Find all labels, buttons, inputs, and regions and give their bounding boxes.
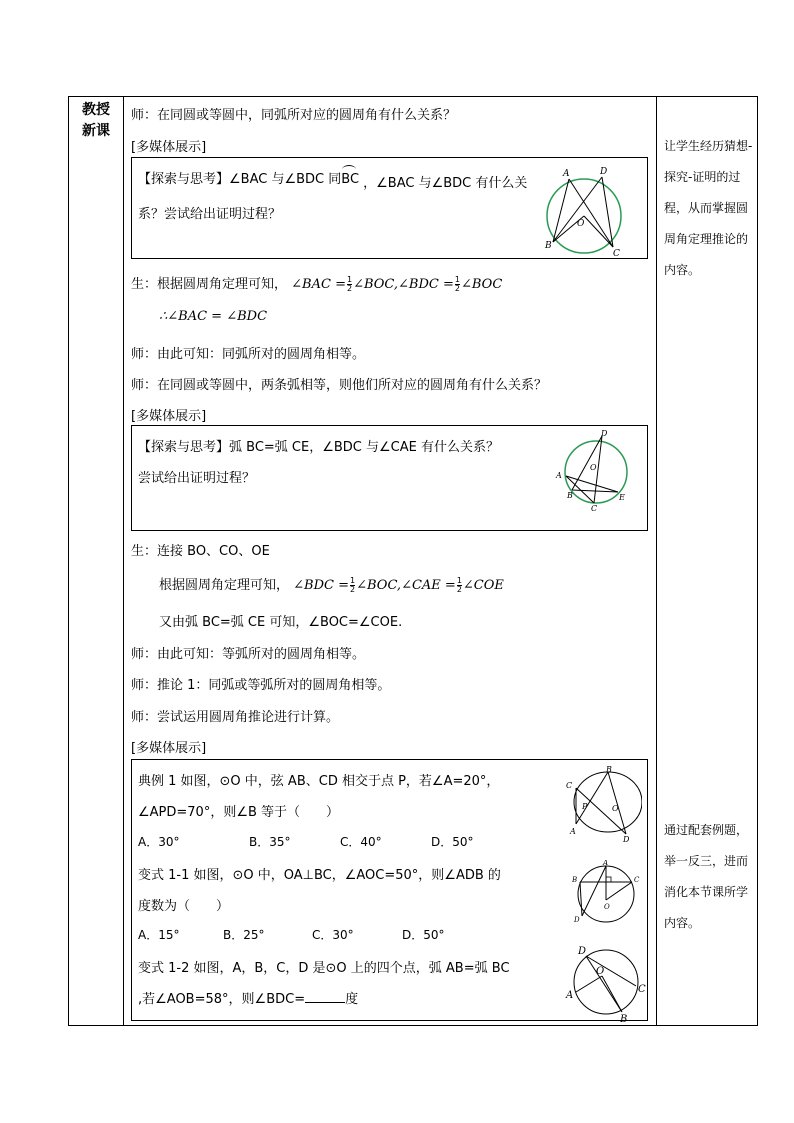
therefore-1: ∴∠BAC = ∠BDC: [159, 309, 268, 324]
example-2-opt-c: C．30°: [312, 928, 354, 942]
fig2-label-b: B: [567, 491, 573, 500]
fig3-label-a: A: [570, 827, 576, 836]
fig2-label-e: E: [619, 493, 625, 502]
example-3-line1: 变式 1-2 如图，A，B，C，D 是⊙O 上的四个点，弧 AB=弧 BC: [138, 961, 510, 976]
example-1-line2: ∠APD=70°，则∠B 等于（ ）: [138, 805, 340, 820]
fig3-label-b: B: [606, 765, 612, 774]
example-box: [131, 759, 648, 1021]
fig3-label-o: O: [612, 804, 619, 813]
fig2-label-a: A: [556, 471, 562, 480]
figure-2: [552, 428, 632, 512]
section-label: 教授新课: [82, 102, 110, 139]
example-3-line2: ,若∠AOB=58°，则∠BDC= 度: [138, 992, 359, 1007]
right-note-2: 通过配套例题，举一反三，进而消化本节课所学内容。: [664, 823, 749, 930]
frac-half-1: $\frac{1}{2}$: [346, 275, 353, 293]
fig2-label-o: O: [590, 463, 597, 472]
box2-line2: 尝试给出证明过程？: [138, 471, 256, 486]
teacher-1: 师：由此可知：同弧所对的圆周角相等。: [131, 347, 366, 362]
answer-blank[interactable]: [305, 990, 345, 1003]
fig1-label-c: C: [613, 249, 620, 258]
box1-arc: BC: [341, 172, 359, 187]
student-answer-1: 生：根据圆周角定理可知， ∠BAC = $\frac{1}{2}$ ∠BOC,∠BDC = $\frac{1}{2}$ ∠BOC: [131, 275, 503, 293]
frac-half-2: $\frac{1}{2}$: [454, 275, 460, 293]
fig4-label-o: O: [604, 903, 610, 911]
question-2: 师：在同圆或等圆中，两条弧相等，则他们所对应的圆周角有什么关系？: [131, 378, 548, 393]
example-2-line2: 度数为（ ）: [138, 899, 230, 914]
fig1-label-d: D: [600, 167, 608, 177]
fig5-label-b: B: [620, 1014, 628, 1022]
right-note-1: 让学生经历猜想-探究-证明的过程，从而掌握圆周角定理推论的内容。: [664, 139, 753, 277]
example-1-opt-b: B．35°: [249, 835, 291, 849]
frac-half-3: $\frac{1}{2}$: [350, 576, 356, 594]
teacher-2: 师：由此可知：等弧所对的圆周角相等。: [131, 647, 366, 662]
fig5-label-o: O: [596, 966, 605, 977]
fig3-label-p: P: [582, 802, 588, 811]
example-2-line1: 变式 1-1 如图，⊙O 中，OA⊥BC，∠AOC=50°，则∠ADB 的: [138, 868, 501, 883]
figure-3: [562, 764, 642, 842]
question-1: 师：在同圆或等圆中，同弧所对应的圆周角有什么关系？: [131, 108, 457, 123]
box1-text-b: ，∠BAC 与∠BDC 有什么关系？尝试给出证明过程？: [138, 176, 528, 222]
fig4-label-b: B: [572, 876, 578, 884]
student-answer-2-line1: 生：连接 BO、CO、OE: [131, 544, 270, 559]
explore-box-2: [131, 425, 648, 531]
fig3-label-d: D: [623, 835, 630, 842]
fig2-label-c: C: [591, 504, 598, 512]
fig1-label-b: B: [545, 241, 552, 251]
example-2-opt-b: B．25°: [223, 928, 265, 942]
fig4-label-c: C: [634, 876, 640, 884]
media-label-1: [多媒体展示]: [131, 140, 207, 155]
figure-5: [562, 942, 648, 1022]
example-2-opt-a: A．15°: [138, 928, 180, 942]
example-1-opt-c: C．40°: [340, 835, 382, 849]
explore-box-1: [131, 157, 648, 259]
box2-line1: 【探索与思考】弧 BC=弧 CE，∠BDC 与∠CAE 有什么关系？: [138, 440, 499, 455]
column-divider-right: [656, 97, 657, 1025]
example-2-opt-d: D．50°: [402, 928, 445, 942]
student-answer-2-line2: 根据圆周角定理可知， ∠BDC = $\frac{1}{2}$ ∠BOC,∠CAE = $\frac{1}{2}$ ∠COE: [159, 576, 504, 594]
fig1-label-o: O: [577, 219, 585, 229]
fig5-label-c: C: [638, 984, 646, 995]
media-label-2: [多媒体展示]: [131, 409, 207, 424]
box1-text-a: 【探索与思考】∠BAC 与∠BDC 同: [138, 172, 342, 187]
fig1-label-a: A: [563, 169, 570, 179]
example-1-line1: 典例 1 如图，⊙O 中，弦 AB、CD 相交于点 P，若∠A=20°，: [138, 774, 500, 789]
student-answer-2-line3: 又由弧 BC=弧 CE 可知，∠BOC=∠COE.: [159, 615, 403, 630]
teacher-4: 师：尝试运用圆周角推论进行计算。: [131, 710, 340, 725]
fig5-label-d: D: [578, 946, 587, 957]
media-label-3: [多媒体展示]: [131, 741, 207, 756]
frac-half-4: $\frac{1}{2}$: [456, 576, 462, 594]
fig5-label-a: A: [566, 990, 574, 1001]
teacher-3: 师：推论 1：同弧或等弧所对的圆周角相等。: [131, 678, 391, 693]
box1-text-wrap: [138, 168, 538, 230]
fig3-label-c: C: [566, 781, 573, 790]
figure-1: [539, 162, 629, 258]
example-1-opt-a: A．30°: [138, 835, 180, 849]
fig2-label-d: D: [601, 429, 608, 438]
fig4-label-d: D: [574, 916, 580, 924]
example-1-opt-d: D．50°: [431, 835, 474, 849]
figure-4: [572, 860, 642, 926]
column-divider-left: [123, 97, 124, 1025]
fig4-label-a: A: [603, 860, 609, 867]
